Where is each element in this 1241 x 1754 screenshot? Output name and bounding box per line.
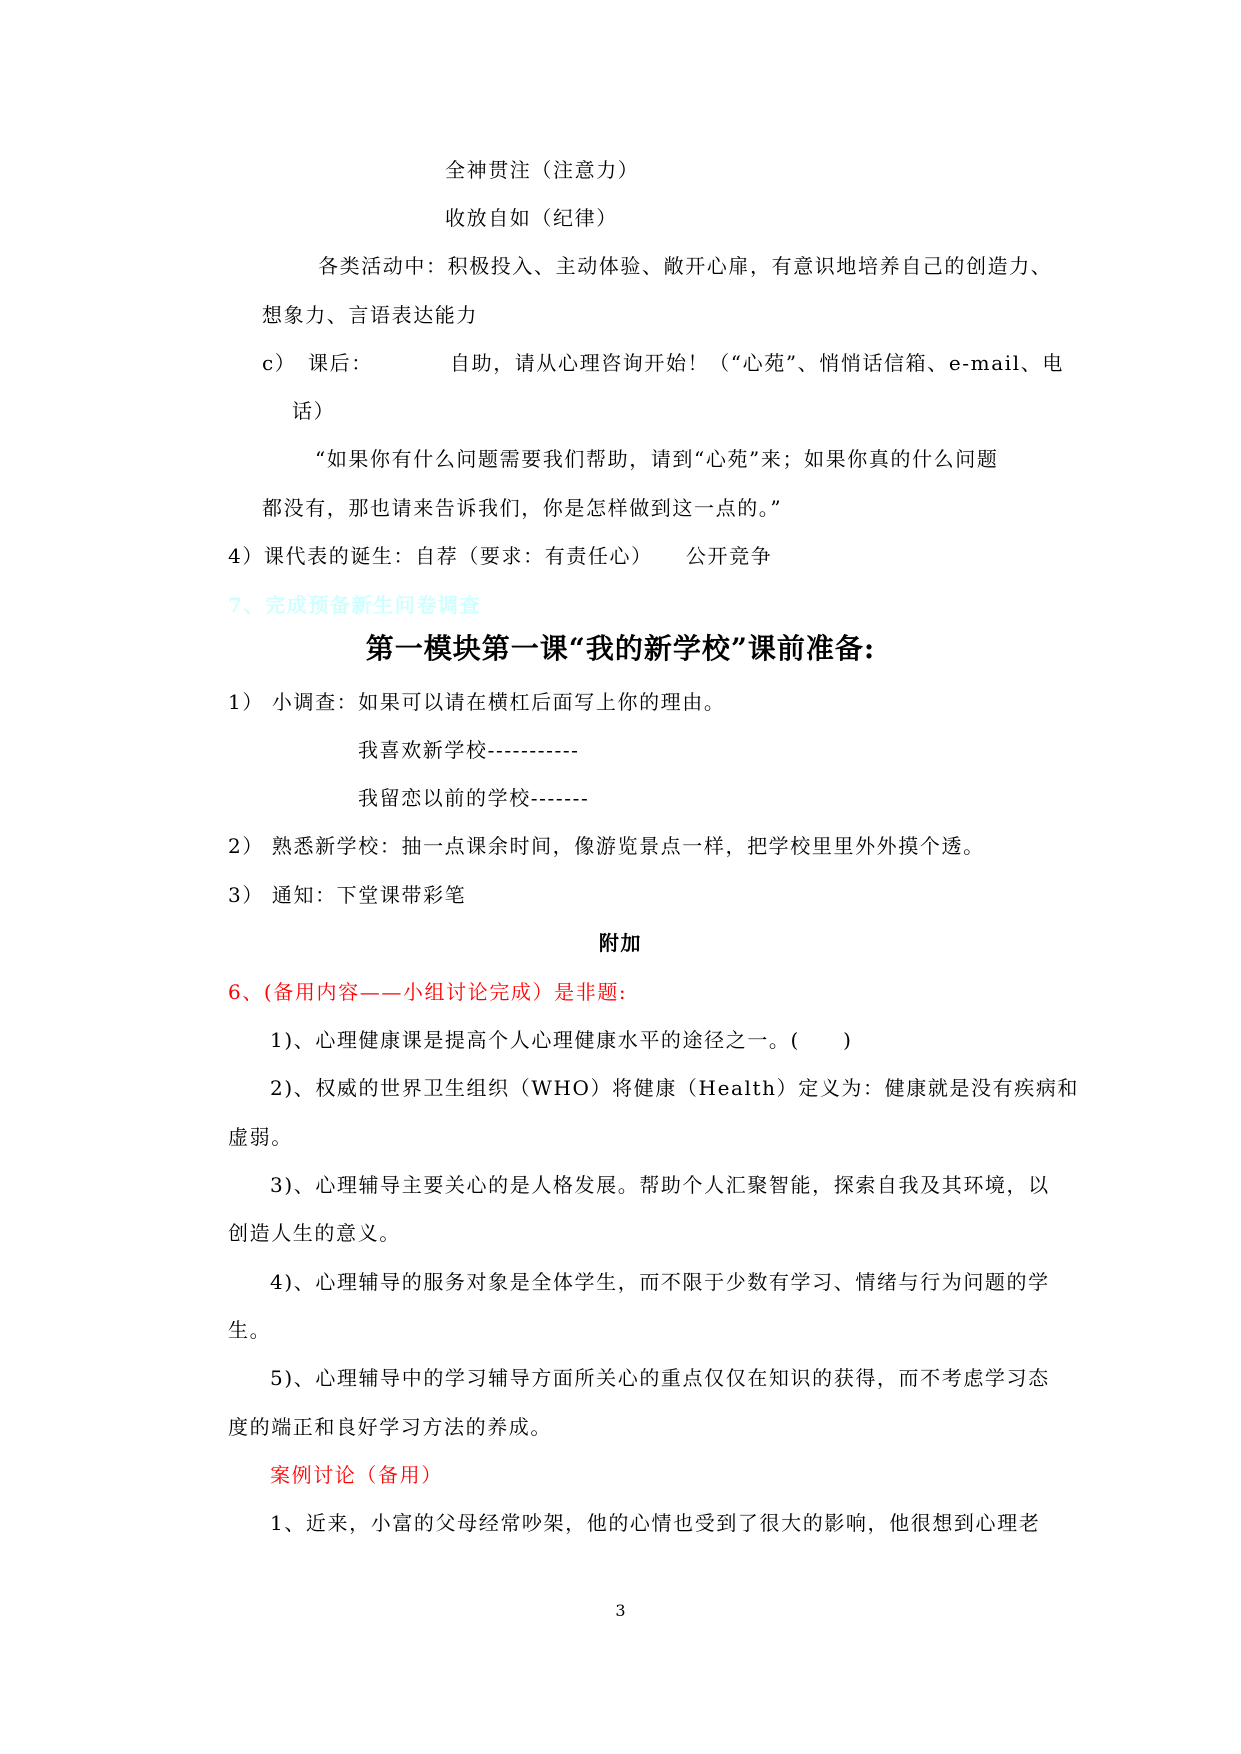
question: 虚弱。 [228, 1125, 293, 1149]
question: 3)、心理辅导主要关心的是人格发展。帮助个人汇聚智能，探索自我及其环境，以 [270, 1173, 1050, 1197]
section-title: 第一模块第一课“我的新学校”课前准备: [365, 632, 876, 665]
text-line: 收放自如（纪律） [445, 206, 618, 230]
appendix-heading: 附加 [598, 931, 643, 955]
question: 1)、心理健康课是提高个人心理健康水平的途径之一。( ) [270, 1028, 853, 1052]
question: 4)、心理辅导的服务对象是全体学生，而不限于少数有学习、情绪与行为问题的学 [270, 1270, 1050, 1294]
text-line: 全神贯注（注意力） [445, 158, 640, 182]
survey-line: 我留恋以前的学校------- [358, 786, 590, 810]
question: 度的端正和良好学习方法的养成。 [228, 1415, 552, 1439]
question: 5)、心理辅导中的学习辅导方面所关心的重点仅仅在知识的获得，而不考虑学习态 [270, 1366, 1050, 1390]
text-line: c） 课后： [262, 351, 373, 375]
case-text: 1、近来，小富的父母经常吵架，他的心情也受到了很大的影响，他很想到心理老 [270, 1511, 1041, 1535]
prep-item: 2） 熟悉新学校：抽一点课余时间，像游览景点一样，把学校里里外外摸个透。 [228, 834, 985, 858]
question: 生。 [228, 1318, 272, 1342]
text-line: 各类活动中：积极投入、主动体验、敞开心扉，有意识地培养自己的创造力、 [318, 254, 1053, 278]
text-line: “如果你有什么问题需要我们帮助，请到“心苑”来；如果你真的什么问题 [315, 447, 999, 471]
page-number: 3 [615, 1601, 626, 1620]
true-false-heading: 6、(备用内容——小组讨论完成）是非题: [228, 980, 628, 1004]
text-line: 话） [292, 399, 336, 423]
case-heading: 案例讨论（备用） [270, 1463, 443, 1487]
text-line: 自助，请从心理咨询开始！（“心苑”、悄悄话信箱、e-mail、电 [450, 351, 1064, 375]
survey-line: 我喜欢新学校----------- [358, 738, 580, 762]
text-line: 4）课代表的诞生：自荐（要求：有责任心） 公开竞争 [228, 544, 773, 568]
question: 2)、权威的世界卫生组织（WHO）将健康（Health）定义为：健康就是没有疾病和 [270, 1076, 1080, 1100]
text-line: 想象力、言语表达能力 [262, 303, 478, 327]
text-line: 都没有，那也请来告诉我们，你是怎样做到这一点的。” [262, 496, 783, 520]
prep-item: 3） 通知：下堂课带彩笔 [228, 883, 467, 907]
question: 创造人生的意义。 [228, 1221, 401, 1245]
prep-item: 1） 小调查：如果可以请在横杠后面写上你的理由。 [228, 690, 726, 714]
survey-task-line: 7、完成预备新生问卷调查 [228, 593, 482, 617]
